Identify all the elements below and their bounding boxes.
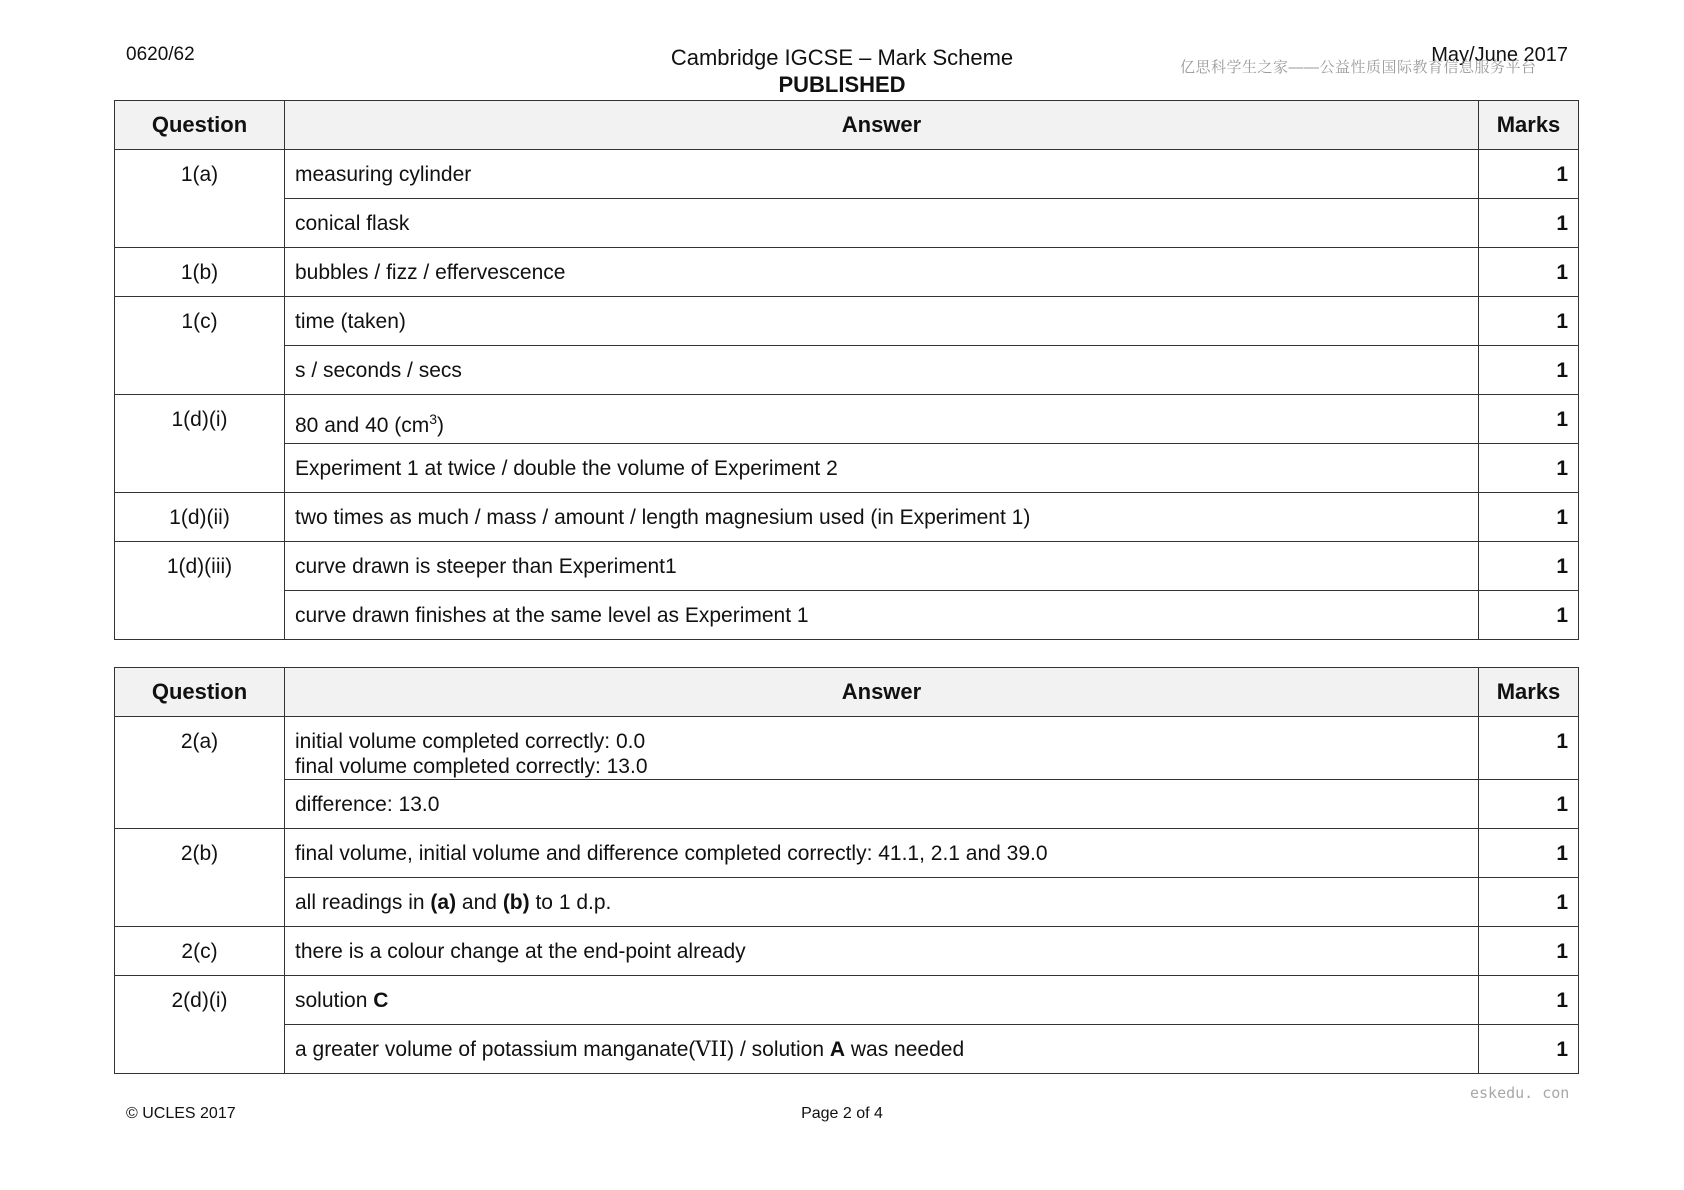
table-row	[115, 542, 1579, 591]
answer-text: 80 and 40 (cm	[295, 414, 430, 437]
table-row	[115, 829, 1579, 878]
table-row	[115, 444, 1579, 493]
question-header: Question	[115, 101, 285, 150]
answer-cell	[285, 878, 1479, 927]
question-cell: 2(a)	[115, 717, 285, 829]
answer-cell	[285, 976, 1479, 1025]
answer-text: )	[437, 414, 445, 437]
answer-cell: final volume, initial volume and difference completed correctly: 41.1, 2.1 and 39.0	[285, 829, 1479, 878]
answer-cell: difference: 13.0	[285, 780, 1479, 829]
table-header-row	[115, 101, 1579, 150]
bold-solution-ref: C	[373, 989, 389, 1012]
answer-text: all readings in	[295, 891, 431, 914]
marks-cell: 1	[1479, 1025, 1579, 1074]
answer-cell	[285, 717, 1479, 780]
answer-cell: Experiment 1 at twice / double the volume of Experiment 2	[285, 444, 1479, 493]
table-row	[115, 346, 1579, 395]
question-cell: 1(b)	[115, 248, 285, 297]
answer-line: initial volume completed correctly: 0.0	[295, 730, 646, 753]
bold-part-ref: (a)	[430, 891, 457, 914]
answer-cell: there is a colour change at the end-point already	[285, 927, 1479, 976]
answer-header: Answer	[285, 101, 1479, 150]
question-cell: 1(c)	[115, 297, 285, 395]
footer-watermark: eskedu. con	[1470, 1084, 1570, 1102]
marks-cell: 1	[1479, 150, 1579, 199]
question-cell: 1(a)	[115, 150, 285, 248]
answer-text: was needed	[845, 1038, 965, 1061]
mark-scheme-table-2	[114, 667, 1579, 1074]
table-row	[115, 717, 1579, 780]
roman-numeral: VII	[695, 1037, 728, 1061]
marks-cell: 1	[1479, 976, 1579, 1025]
marks-cell: 1	[1479, 542, 1579, 591]
table-row	[115, 493, 1579, 542]
answer-text: solution	[295, 989, 374, 1012]
answer-line: final volume completed correctly: 13.0	[295, 755, 648, 778]
answer-cell: curve drawn finishes at the same level as Experiment 1	[285, 591, 1479, 640]
answer-text: and	[456, 891, 503, 914]
answer-header: Answer	[285, 668, 1479, 717]
question-cell: 1(d)(iii)	[115, 542, 285, 640]
marks-cell: 1	[1479, 717, 1579, 780]
marks-cell: 1	[1479, 780, 1579, 829]
marks-header: Marks	[1479, 101, 1579, 150]
answer-cell: s / seconds / secs	[285, 346, 1479, 395]
question-cell: 2(b)	[115, 829, 285, 927]
exam-session: May/June 2017	[1431, 44, 1568, 66]
table-row	[115, 976, 1579, 1025]
answer-text: ) / solution	[727, 1038, 830, 1061]
marks-cell: 1	[1479, 346, 1579, 395]
watermark-text: 亿思科学生之家——公益性质国际教育信息服务平台	[1180, 59, 1537, 76]
answer-cell: measuring cylinder	[285, 150, 1479, 199]
table-row	[115, 780, 1579, 829]
question-cell: 2(d)(i)	[115, 976, 285, 1074]
answer-text: a greater volume of potassium manganate(	[295, 1038, 696, 1061]
mark-scheme-table-1	[114, 100, 1579, 640]
answer-cell	[285, 395, 1479, 444]
table-header-row	[115, 668, 1579, 717]
superscript-text: 3	[429, 411, 438, 427]
marks-cell: 1	[1479, 591, 1579, 640]
answer-cell	[285, 1025, 1479, 1074]
published-status: PUBLISHED	[778, 72, 906, 97]
copyright-notice: © UCLES 2017	[126, 1105, 236, 1122]
marks-header: Marks	[1479, 668, 1579, 717]
marks-cell: 1	[1479, 878, 1579, 927]
marks-cell: 1	[1479, 444, 1579, 493]
marks-cell: 1	[1479, 927, 1579, 976]
paper-code: 0620/62	[126, 44, 195, 65]
marks-cell: 1	[1479, 395, 1579, 444]
marks-cell: 1	[1479, 829, 1579, 878]
table-row	[115, 199, 1579, 248]
answer-text: to 1 d.p.	[529, 891, 612, 914]
answer-cell: conical flask	[285, 199, 1479, 248]
table-row	[115, 878, 1579, 927]
table-row	[115, 591, 1579, 640]
marks-cell: 1	[1479, 493, 1579, 542]
answer-cell: bubbles / fizz / effervescence	[285, 248, 1479, 297]
marks-cell: 1	[1479, 297, 1579, 346]
bold-part-ref: (b)	[502, 891, 530, 914]
table-row	[115, 297, 1579, 346]
question-header: Question	[115, 668, 285, 717]
answer-cell: curve drawn is steeper than Experiment1	[285, 542, 1479, 591]
table-row	[115, 150, 1579, 199]
bold-solution-ref: A	[829, 1038, 846, 1061]
answer-cell: time (taken)	[285, 297, 1479, 346]
answer-cell: two times as much / mass / amount / length magnesium used (in Experiment 1)	[285, 493, 1479, 542]
question-cell: 1(d)(ii)	[115, 493, 285, 542]
table-row	[115, 1025, 1579, 1074]
document-title: Cambridge IGCSE – Mark Scheme	[670, 45, 1014, 70]
table-row	[115, 927, 1579, 976]
question-cell: 1(d)(i)	[115, 395, 285, 493]
table-row	[115, 395, 1579, 444]
question-cell: 2(c)	[115, 927, 285, 976]
page-number: Page 2 of 4	[801, 1105, 883, 1122]
table-row	[115, 248, 1579, 297]
marks-cell: 1	[1479, 199, 1579, 248]
marks-cell: 1	[1479, 248, 1579, 297]
